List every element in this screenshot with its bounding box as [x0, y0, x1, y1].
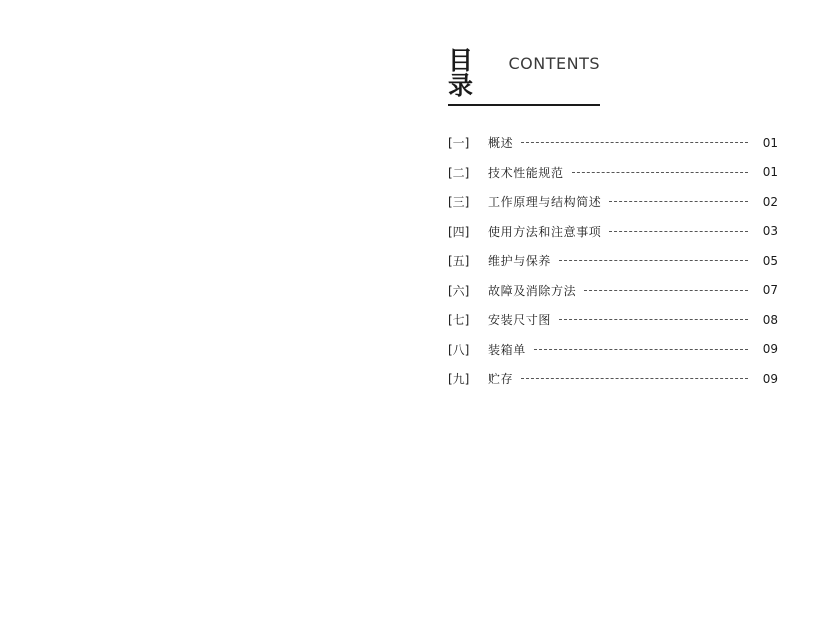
toc-entry-index: [六] [448, 283, 470, 298]
toc-entry-index: [三] [448, 195, 470, 210]
toc-entry-title: 概述 [488, 136, 514, 151]
toc-entry-page: 09 [762, 371, 778, 386]
toc-entry-page: 08 [762, 312, 778, 327]
toc-leader-dots [534, 349, 748, 350]
toc-entry-index: [八] [448, 342, 470, 357]
toc-entry-list [448, 128, 778, 394]
toc-entry-page: 01 [762, 135, 778, 150]
toc-entry-index: [七] [448, 313, 470, 328]
toc-entry[interactable] [448, 335, 778, 365]
toc-leader-dots [572, 172, 748, 173]
toc-entry[interactable] [448, 158, 778, 188]
toc-entry-title: 使用方法和注意事项 [488, 224, 602, 239]
toc-entry[interactable] [448, 305, 778, 335]
toc-entry-index: [五] [448, 254, 470, 269]
toc-entry-title: 安装尺寸图 [488, 313, 552, 328]
toc-leader-dots [521, 142, 748, 143]
toc-entry-title: 贮存 [488, 372, 514, 387]
toc-leader-dots [584, 290, 748, 291]
toc-entry-title: 维护与保养 [488, 254, 552, 269]
toc-leader-dots [521, 378, 748, 379]
toc-entry-index: [一] [448, 136, 470, 151]
toc-entry[interactable] [448, 187, 778, 217]
toc-heading-english: CONTENTS [508, 54, 600, 73]
toc-leader-dots [559, 260, 748, 261]
toc-leader-dots [559, 319, 748, 320]
toc-entry-page: 05 [762, 253, 778, 268]
toc-entry-title: 装箱单 [488, 342, 526, 357]
toc-heading-chinese: 目 录 [448, 46, 480, 100]
toc-entry[interactable] [448, 217, 778, 247]
toc-entry-page: 01 [762, 165, 778, 180]
toc-entry-title: 技术性能规范 [488, 165, 564, 180]
toc-entry-title: 故障及消除方法 [488, 283, 577, 298]
toc-leader-dots [609, 231, 748, 232]
toc-entry-title: 工作原理与结构简述 [488, 195, 602, 210]
toc-entry[interactable] [448, 364, 778, 394]
toc-heading [448, 48, 600, 106]
toc-entry-index: [九] [448, 372, 470, 387]
toc-entry[interactable] [448, 128, 778, 158]
toc-entry-index: [四] [448, 224, 470, 239]
toc-entry-index: [二] [448, 165, 470, 180]
toc-entry-page: 03 [762, 224, 778, 239]
toc-entry-page: 09 [762, 342, 778, 357]
toc-entry[interactable] [448, 246, 778, 276]
toc-entry-page: 02 [762, 194, 778, 209]
toc-leader-dots [609, 201, 748, 202]
toc-entry[interactable] [448, 276, 778, 306]
table-of-contents [448, 48, 788, 394]
toc-entry-page: 07 [762, 283, 778, 298]
